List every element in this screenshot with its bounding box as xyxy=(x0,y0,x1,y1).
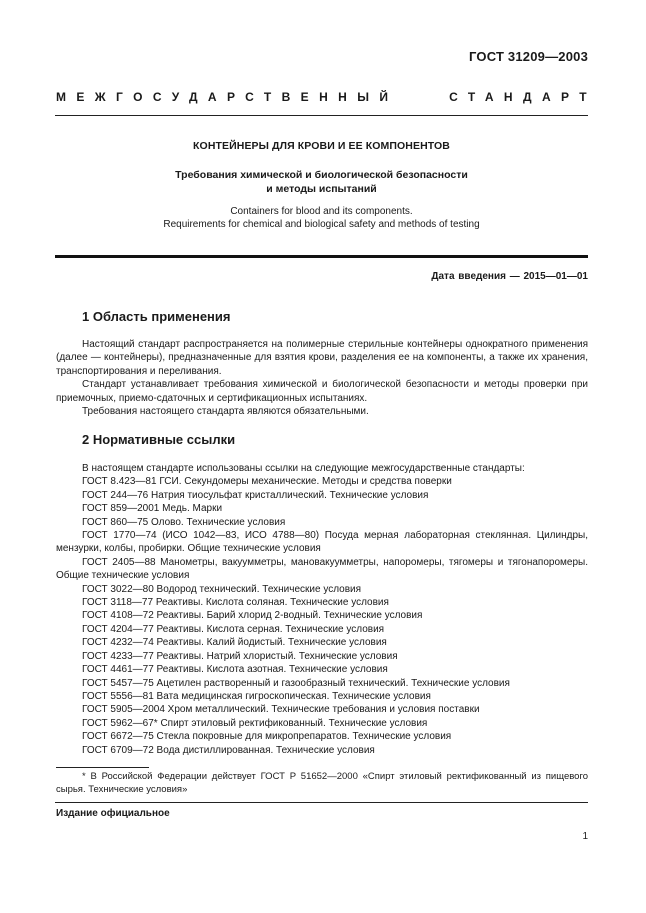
section-heading-scope: 1 Область применения xyxy=(82,309,231,324)
references-list xyxy=(56,462,588,757)
reference-item: ГОСТ 4461—77 Реактивы. Кислота азотная. Технические условия xyxy=(82,664,388,676)
references-intro: В настоящем стандарте использованы ссылки на следующие межгосударственные стандарты: xyxy=(82,463,525,474)
section-heading-normative-references: 2 Нормативные ссылки xyxy=(82,432,236,447)
paragraph: Требования настоящего стандарта являются обязательными. xyxy=(82,406,369,418)
title-rule xyxy=(55,255,588,258)
reference-item: ГОСТ 5962—67* Спирт этиловый ректификованный. Технические условия xyxy=(82,717,428,729)
footnote-text: * В Российской Федерации действует ГОСТ Р 51652—2000 «Спирт этиловый ректификованный из пищевого сырья. Технические условия» xyxy=(56,771,588,795)
reference-item: ГОСТ 3022—80 Водород технический. Технические условия xyxy=(82,583,362,595)
reference-item: ГОСТ 860—75 Олово. Технические условия xyxy=(82,516,286,528)
introduction-date: Дата введения — 2015—01—01 xyxy=(431,271,588,282)
reference-item: ГОСТ 4232—74 Реактивы. Калий йодистый. Технические условия xyxy=(82,637,387,649)
reference-item: ГОСТ 8.423—81 ГСИ. Секундомеры механические. Методы и средства поверки xyxy=(82,476,452,488)
reference-item: ГОСТ 1770—74 (ИСО 1042—83, ИСО 4788—80) Посуда мерная лабораторная стеклянная. Цилиндры, мензурки, колбы, пробирки. Общие технические условия xyxy=(56,530,588,555)
official-edition-label: Издание официальное xyxy=(56,808,170,819)
subtitle-line-2: и методы испытаний xyxy=(266,183,377,195)
title-en-line-1: Containers for blood and its components. xyxy=(230,206,413,217)
footnote xyxy=(56,770,588,796)
scope-body xyxy=(56,338,588,418)
reference-item: ГОСТ 5457—75 Ацетилен растворенный и газообразный технический. Технические условия xyxy=(82,677,510,689)
reference-item: ГОСТ 4108—72 Реактивы. Барий хлорид 2-водный. Технические условия xyxy=(82,610,423,622)
paragraph: Настоящий стандарт распространяется на полимерные стерильные контейнеры однократного применения (далее — контейнеры), предназначенные для взятия крови, разделения ее на компоненты, а также их хранения, транспортирования и переливания. xyxy=(56,339,588,377)
reference-item: ГОСТ 6709—72 Вода дистиллированная. Технические условия xyxy=(82,744,375,756)
subtitle-russian xyxy=(55,168,588,196)
edition-rule xyxy=(55,802,588,803)
reference-item: ГОСТ 6672—75 Стекла покровные для микропрепаратов. Технические условия xyxy=(82,731,452,743)
standard-type-banner xyxy=(56,90,597,104)
title-english xyxy=(55,205,588,231)
page-number: 1 xyxy=(582,831,588,842)
paragraph: Стандарт устанавливает требования химической и биологической безопасности и методы проверки при приемочных, приемо-сдаточных и сертификационных испытаниях. xyxy=(56,379,588,404)
subtitle-line-1: Требования химической и биологической безопасности xyxy=(175,169,468,181)
reference-item: ГОСТ 2405—88 Манометры, вакуумметры, мановакуумметры, напоромеры, тягомеры и тягонапоромеры. Общие технические условия xyxy=(56,556,588,582)
reference-item: ГОСТ 5556—81 Вата медицинская гигроскопическая. Технические условия xyxy=(82,690,431,702)
reference-item: ГОСТ 859—2001 Медь. Марки xyxy=(82,503,223,515)
document-code: ГОСТ 31209—2003 xyxy=(469,49,588,64)
reference-item: ГОСТ 4233—77 Реактивы. Натрий хлористый. Технические условия xyxy=(82,650,398,662)
title-en-line-2: Requirements for chemical and biological safety and methods of testing xyxy=(163,219,480,230)
banner-word-standard: СТАНДАРТ xyxy=(449,90,597,104)
reference-item: ГОСТ 244—76 Натрия тиосульфат кристаллический. Технические условия xyxy=(82,489,429,501)
footnote-separator xyxy=(56,767,149,768)
header-rule xyxy=(55,115,588,116)
reference-item: ГОСТ 3118—77 Реактивы. Кислота соляная. Технические условия xyxy=(82,597,389,609)
banner-word-interstate: МЕЖГОСУДАРСТВЕННЫЙ xyxy=(56,90,399,104)
reference-item: ГОСТ 4204—77 Реактивы. Кислота серная. Технические условия xyxy=(82,623,385,635)
reference-item: ГОСТ 5905—2004 Хром металлический. Технические требования и условия поставки xyxy=(82,704,480,716)
title-russian: КОНТЕЙНЕРЫ ДЛЯ КРОВИ И ЕЕ КОМПОНЕНТОВ xyxy=(193,140,450,152)
